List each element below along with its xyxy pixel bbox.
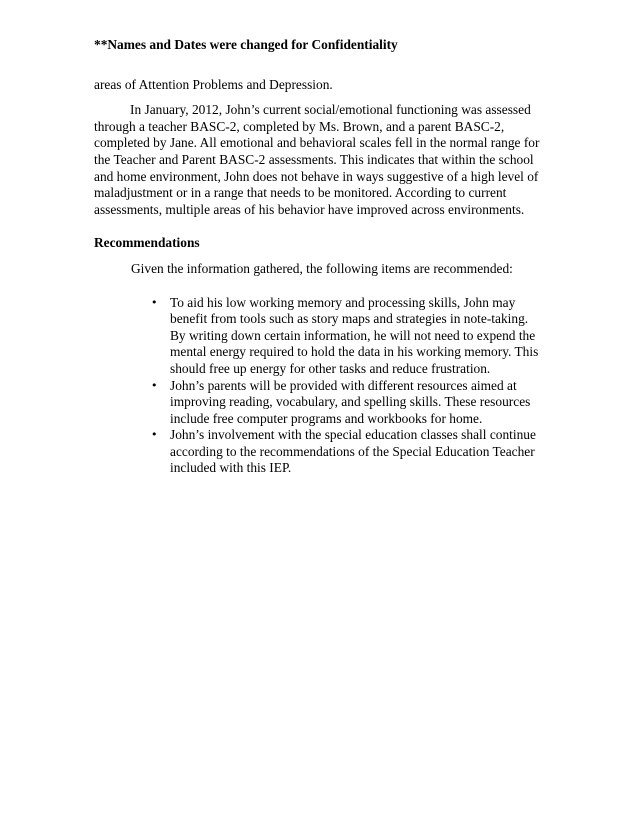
bullet-icon: •	[151, 295, 158, 309]
confidentiality-header: **Names and Dates were changed for Confidentiality	[94, 37, 398, 52]
recommendations-list	[94, 295, 546, 478]
recommendations-heading: Recommendations	[94, 235, 200, 251]
recommendation-item	[151, 377, 546, 428]
recommendation-text: To aid his low working memory and processing skills, John may benefit from tools such as story maps and strategies in note-taking. By writing down certain information, he will not need to expend the mental energy required to hold the data in his working memory. This should free up energy for other tasks and reduce frustration.	[170, 294, 539, 376]
social-emotional-paragraph: In January, 2012, John’s current social/emotional functioning was assessed through a teacher BASC-2, completed by Ms. Brown, and a parent BASC-2, completed by Jane. All emotional and behavioral scales fell in the normal range for the Teacher and Parent BASC-2 assessments. This indicates that within the school and home environment, John does not behave in ways suggestive of a high level of maladjustment or in a range that needs to be monitored. According to current assessments, multiple areas of his behavior have improved across environments.	[94, 102, 540, 217]
document-page	[94, 37, 546, 477]
recommendation-item	[151, 427, 546, 477]
bullet-icon: •	[151, 428, 158, 442]
recommendations-intro: Given the information gathered, the following items are recommended:	[131, 260, 513, 276]
continuation-text: areas of Attention Problems and Depression.	[94, 76, 333, 92]
recommendation-item	[151, 294, 546, 378]
bullet-icon: •	[151, 378, 158, 392]
recommendation-text: John’s involvement with the special education classes shall continue according to the recommendations of the Special Education Teacher included with this IEP.	[170, 427, 536, 476]
recommendation-text: John’s parents will be provided with different resources aimed at improving reading, vocabulary, and spelling skills. These resources include free computer programs and workbooks for home.	[170, 377, 531, 426]
